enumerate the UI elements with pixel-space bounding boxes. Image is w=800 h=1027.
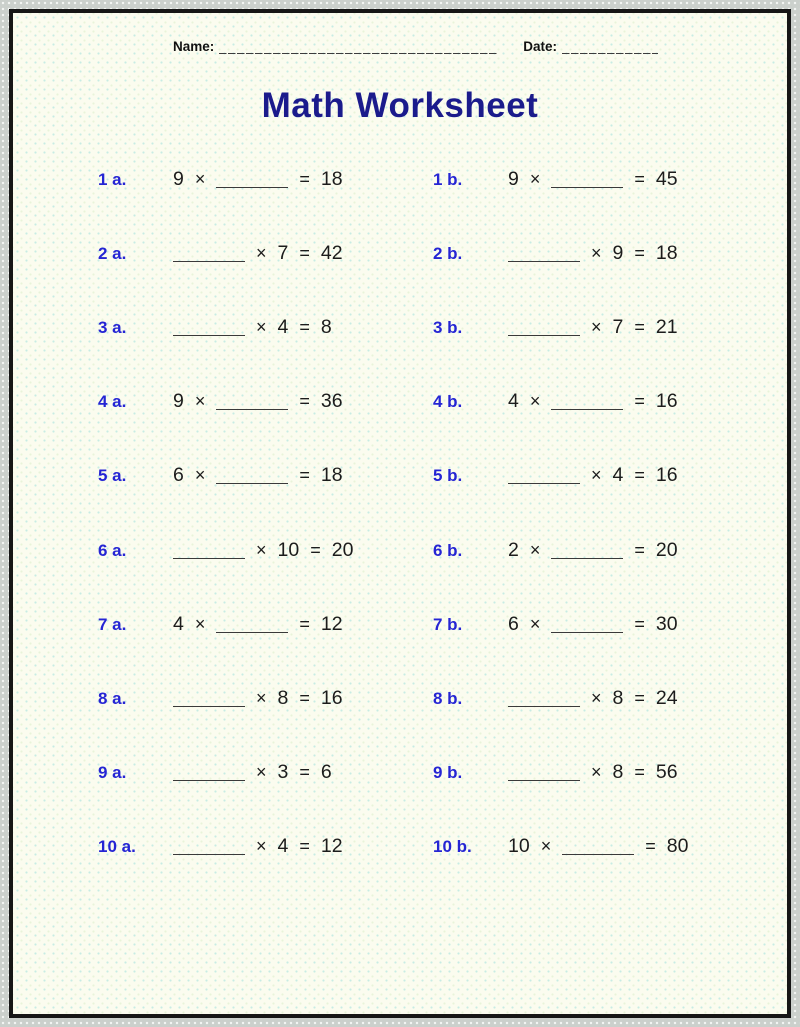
problem-number: 4 a. (98, 392, 127, 412)
problem-expression (173, 687, 343, 710)
problem-number: 2 a. (98, 243, 127, 263)
multiply-sign: × (529, 613, 541, 634)
problem-expression (173, 539, 353, 562)
equals-sign: = (645, 836, 656, 857)
number: 9 (508, 167, 519, 190)
problem-row-item (433, 687, 787, 710)
number: 6 (508, 612, 519, 635)
answer-blank (216, 478, 288, 484)
problems-grid (98, 142, 787, 884)
problem-expression (173, 761, 332, 784)
answer-blank (551, 553, 623, 559)
answer-blank (562, 849, 634, 855)
number: 21 (655, 315, 678, 338)
problem-number: 10 a. (98, 837, 136, 857)
answer-blank (508, 775, 580, 781)
problem-number: 1 a. (98, 169, 127, 189)
number: 80 (666, 835, 689, 858)
problem-expression (173, 242, 343, 265)
problem-expression (173, 835, 343, 858)
problem-row-item (98, 464, 433, 487)
equals-sign: = (634, 762, 645, 783)
problem-row-item (433, 464, 787, 487)
equals-sign: = (299, 762, 310, 783)
equals-sign: = (299, 613, 310, 634)
number: 9 (173, 390, 184, 413)
number: 18 (320, 167, 343, 190)
number: 18 (655, 241, 678, 264)
equals-sign: = (299, 168, 310, 189)
number: 24 (655, 686, 678, 709)
problem-number: 3 a. (98, 317, 127, 337)
equals-sign: = (634, 539, 645, 560)
number: 30 (655, 612, 678, 635)
number: 16 (655, 464, 678, 487)
number: 2 (508, 538, 519, 561)
date-label: Date: (523, 39, 558, 54)
answer-blank (551, 627, 623, 633)
problem-row-item (433, 390, 787, 413)
problem-expression (508, 242, 678, 265)
problem-number: 9 a. (98, 763, 127, 783)
problem-row-item (433, 316, 787, 339)
problem-number: 2 b. (433, 243, 463, 263)
equals-sign: = (299, 242, 310, 263)
multiply-sign: × (256, 762, 267, 783)
date-blank-line (562, 40, 658, 54)
multiply-sign: × (256, 316, 267, 337)
number: 8 (612, 686, 624, 709)
problem-row-item (433, 168, 787, 191)
multiply-sign: × (529, 391, 541, 412)
problem-number: 10 b. (433, 837, 472, 857)
number: 56 (655, 761, 678, 784)
problem-expression (173, 316, 332, 339)
number: 12 (320, 612, 343, 635)
number: 16 (320, 686, 343, 709)
problem-number: 4 b. (433, 392, 463, 412)
problem-expression (173, 464, 343, 487)
problem-number: 8 a. (98, 688, 127, 708)
name-date-row (173, 39, 787, 54)
problem-expression (508, 316, 678, 339)
problem-expression (508, 168, 678, 191)
answer-blank (173, 330, 245, 336)
problem-row-item (98, 168, 433, 191)
multiply-sign: × (591, 316, 602, 337)
multiply-sign: × (529, 168, 541, 189)
problem-row-item (433, 835, 787, 858)
answer-blank (551, 182, 623, 188)
answer-blank (551, 404, 623, 410)
problem-row-item (98, 242, 433, 265)
answer-blank (173, 849, 245, 855)
equals-sign: = (634, 168, 645, 189)
number: 4 (612, 464, 624, 487)
equals-sign: = (634, 391, 645, 412)
answer-blank (173, 553, 245, 559)
answer-blank (216, 182, 288, 188)
problem-row-item (98, 835, 433, 858)
number: 8 (612, 761, 624, 784)
problem-number: 7 a. (98, 614, 127, 634)
answer-blank (508, 701, 580, 707)
multiply-sign: × (256, 242, 267, 263)
problem-expression (508, 687, 678, 710)
equals-sign: = (634, 242, 645, 263)
problem-expression (173, 168, 343, 191)
problem-row-item (433, 242, 787, 265)
equals-sign: = (634, 687, 645, 708)
multiply-sign: × (194, 613, 206, 634)
answer-blank (173, 775, 245, 781)
multiply-sign: × (256, 687, 267, 708)
problem-number: 6 b. (433, 540, 463, 560)
answer-blank (216, 627, 288, 633)
multiply-sign: × (256, 836, 267, 857)
number: 18 (320, 464, 343, 487)
multiply-sign: × (591, 465, 602, 486)
multiply-sign: × (194, 168, 206, 189)
number: 10 (277, 538, 300, 561)
problem-expression (173, 390, 343, 413)
problem-number: 5 b. (433, 466, 463, 486)
number: 8 (277, 686, 289, 709)
problem-row-item (98, 539, 433, 562)
equals-sign: = (299, 687, 310, 708)
multiply-sign: × (194, 391, 206, 412)
number: 4 (173, 612, 184, 635)
number: 12 (320, 835, 343, 858)
problem-row-item (98, 390, 433, 413)
problem-expression (173, 613, 343, 636)
equals-sign: = (634, 316, 645, 337)
worksheet-paper (9, 9, 791, 1018)
problem-number: 5 a. (98, 466, 127, 486)
equals-sign: = (299, 465, 310, 486)
problem-number: 3 b. (433, 317, 463, 337)
problem-number: 8 b. (433, 688, 463, 708)
number: 45 (655, 167, 678, 190)
name-label: Name: (173, 39, 215, 54)
problem-expression (508, 761, 678, 784)
problem-row-item (98, 687, 433, 710)
number: 16 (655, 390, 678, 413)
problem-number: 6 a. (98, 540, 127, 560)
number: 4 (508, 390, 519, 413)
number: 4 (277, 315, 289, 338)
problem-expression (508, 539, 678, 562)
problem-expression (508, 835, 688, 858)
number: 36 (320, 390, 343, 413)
number: 4 (277, 835, 289, 858)
problem-number: 7 b. (433, 614, 463, 634)
problem-number: 9 b. (433, 763, 463, 783)
number: 20 (331, 538, 354, 561)
multiply-sign: × (529, 539, 541, 560)
answer-blank (173, 256, 245, 262)
number: 42 (320, 241, 343, 264)
number: 9 (612, 241, 624, 264)
number: 7 (277, 241, 289, 264)
answer-blank (173, 701, 245, 707)
problem-row-item (433, 761, 787, 784)
answer-blank (508, 330, 580, 336)
answer-blank (508, 256, 580, 262)
equals-sign: = (299, 836, 310, 857)
number: 10 (508, 835, 530, 858)
multiply-sign: × (194, 465, 206, 486)
equals-sign: = (299, 316, 310, 337)
equals-sign: = (299, 391, 310, 412)
problem-row-item (433, 539, 787, 562)
problem-row-item (98, 613, 433, 636)
equals-sign: = (634, 613, 645, 634)
page-title: Math Worksheet (261, 86, 539, 125)
number: 3 (277, 761, 289, 784)
problem-number: 1 b. (433, 169, 463, 189)
multiply-sign: × (591, 242, 602, 263)
number: 9 (173, 167, 184, 190)
name-blank-line (219, 40, 497, 54)
number: 20 (655, 538, 678, 561)
multiply-sign: × (591, 762, 602, 783)
problem-row-item (433, 613, 787, 636)
answer-blank (216, 404, 288, 410)
problem-expression (508, 390, 678, 413)
number: 7 (612, 315, 624, 338)
problem-expression (508, 613, 678, 636)
answer-blank (508, 478, 580, 484)
multiply-sign: × (540, 836, 552, 857)
number: 6 (173, 464, 184, 487)
number: 8 (320, 315, 332, 338)
problem-row-item (98, 316, 433, 339)
problem-row-item (98, 761, 433, 784)
equals-sign: = (310, 539, 321, 560)
problem-expression (508, 464, 678, 487)
equals-sign: = (634, 465, 645, 486)
multiply-sign: × (591, 687, 602, 708)
multiply-sign: × (256, 539, 267, 560)
number: 6 (320, 761, 332, 784)
